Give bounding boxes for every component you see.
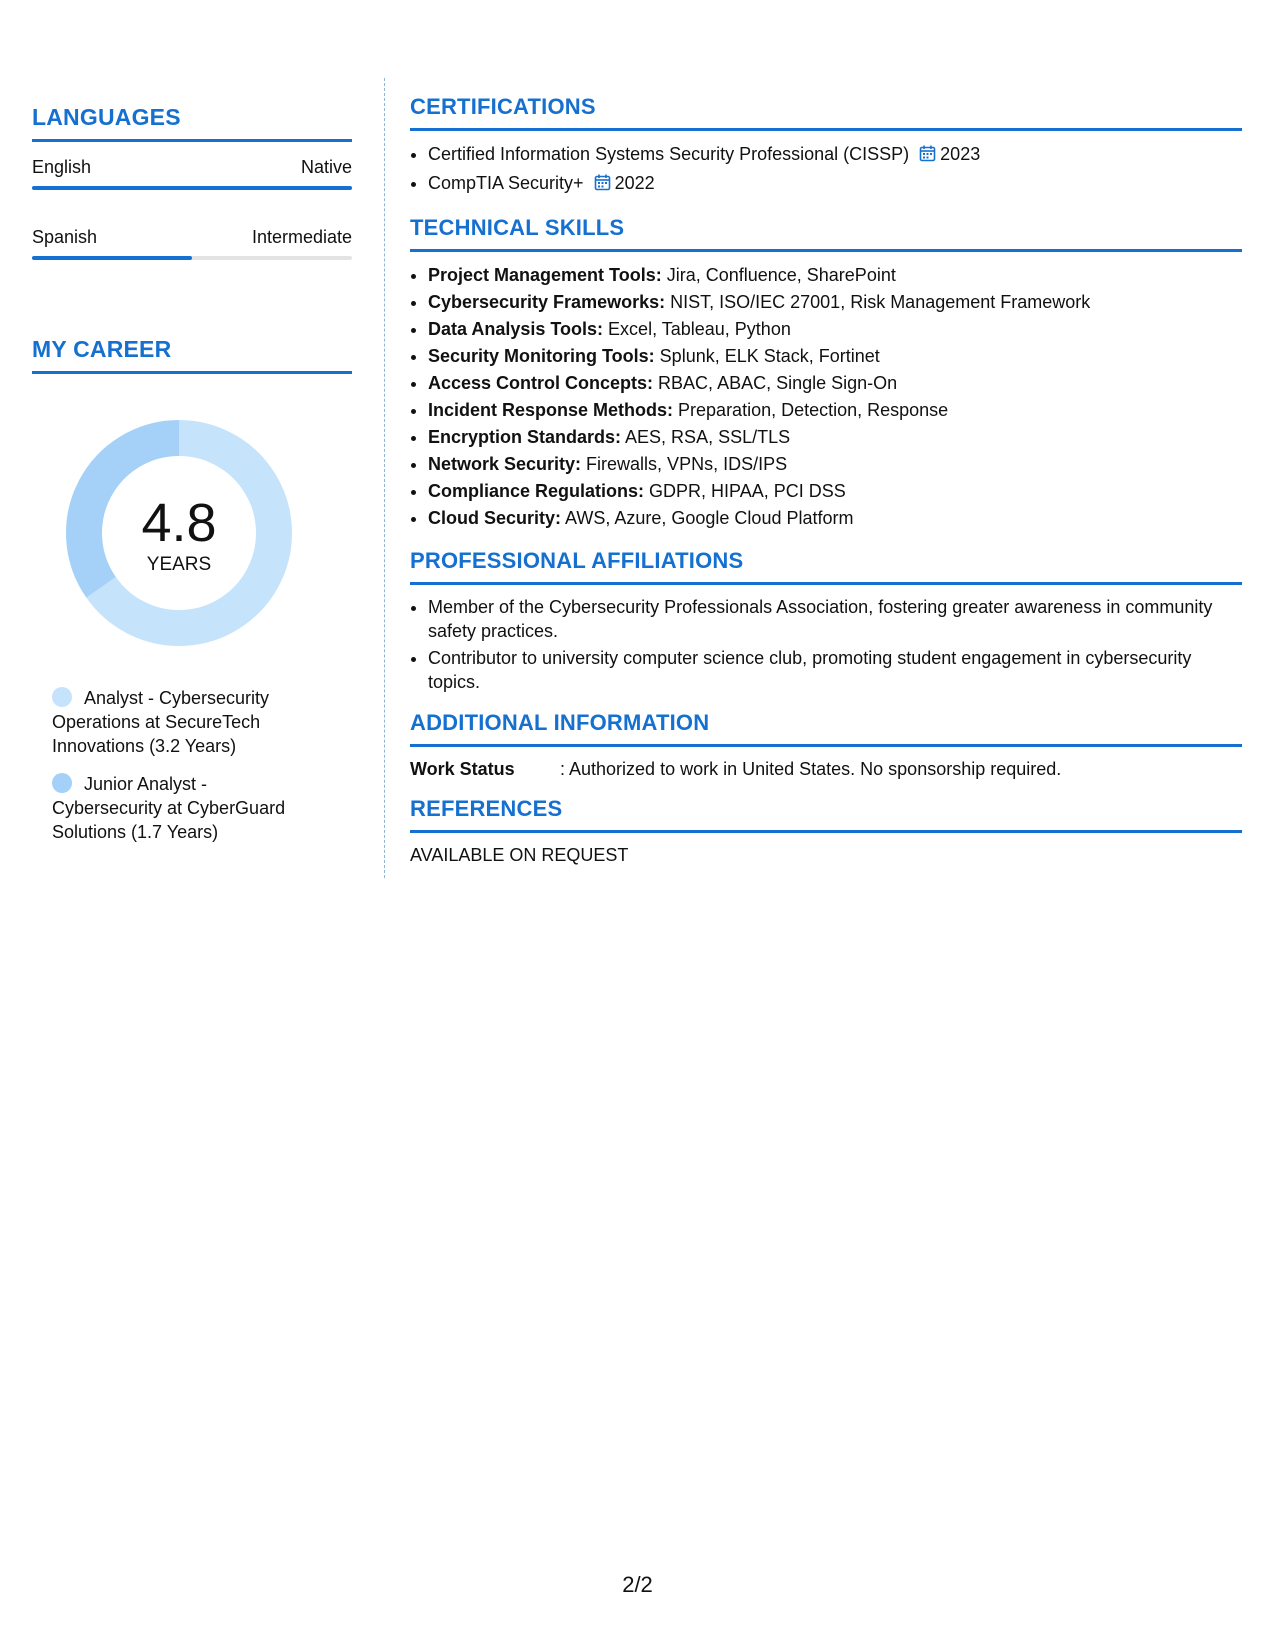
skill-label: Encryption Standards: [428, 427, 622, 447]
skills-title: TECHNICAL SKILLS [410, 215, 1242, 252]
sidebar [32, 104, 352, 858]
certification-name: CompTIA Security+ [428, 173, 584, 193]
skill-value: Preparation, Detection, Response [673, 400, 949, 420]
skills-list [410, 262, 1242, 532]
skill-item [428, 316, 1242, 343]
skill-label: Cybersecurity Frameworks: [428, 292, 666, 312]
skill-item [428, 478, 1242, 505]
skill-item [428, 424, 1242, 451]
main-content [410, 94, 1242, 882]
skill-item [428, 289, 1242, 316]
certifications-section [410, 94, 1242, 199]
references-section [410, 796, 1242, 866]
career-unit: YEARS [146, 554, 212, 575]
affiliation-item: • Contributor to university computer science club, promoting student engagement in cybersecurity topics. [428, 646, 1242, 694]
skill-item [428, 262, 1242, 289]
skill-value: Excel, Tableau, Python [603, 319, 791, 339]
career-title: MY CAREER [32, 336, 352, 374]
skills-section [410, 215, 1242, 532]
certification-year: 2023 [940, 144, 981, 164]
skill-item [428, 451, 1242, 478]
skill-label: Compliance Regulations: [428, 481, 645, 501]
certification-item [428, 141, 1242, 170]
calendar-icon [919, 143, 936, 170]
language-level: Native [300, 157, 352, 177]
career-item-label: Analyst - Cybersecurity Operations at SecureTech Innovations (3.2 Years) [52, 688, 270, 756]
skill-label: Access Control Concepts: [428, 373, 654, 393]
career-legend [52, 686, 322, 844]
affiliation-item: • Member of the Cybersecurity Professionals Association, fostering greater awareness in community safety practices. [428, 595, 1242, 643]
skill-value: Firewalls, VPNs, IDS/IPS [581, 454, 788, 474]
skill-value: AES, RSA, SSL/TLS [621, 427, 791, 447]
additional-section [410, 710, 1242, 780]
work-status-row [410, 759, 1242, 780]
skill-value: Splunk, ELK Stack, Fortinet [654, 346, 880, 366]
additional-title: ADDITIONAL INFORMATION [410, 710, 1242, 747]
affiliations-section [410, 548, 1242, 694]
language-bar [32, 186, 352, 190]
calendar-icon [594, 172, 611, 199]
work-status-label: Work Status [410, 759, 515, 779]
language-bar-fill [32, 256, 192, 260]
career-total: 4.8 [141, 493, 217, 553]
language-bar [32, 256, 352, 260]
legend-dot [52, 687, 72, 707]
career-donut [64, 418, 294, 648]
skill-label: Security Monitoring Tools: [428, 346, 655, 366]
career-item-label: Junior Analyst - Cybersecurity at CyberGuard Solutions (1.7 Years) [52, 774, 286, 842]
career-legend-item [52, 686, 322, 758]
column-divider [384, 78, 385, 878]
language-spanish [32, 226, 352, 260]
skill-value: AWS, Azure, Google Cloud Platform [561, 508, 854, 528]
skill-item [428, 397, 1242, 424]
certification-name: Certified Information Systems Security Professional (CISSP) [428, 144, 910, 164]
skill-value: Jira, Confluence, SharePoint [661, 265, 896, 285]
skill-value: GDPR, HIPAA, PCI DSS [644, 481, 846, 501]
skill-label: Cloud Security: [428, 508, 562, 528]
language-english [32, 156, 352, 190]
work-status-value: : Authorized to work in United States. No sponsorship required. [560, 759, 1062, 779]
certifications-title: CERTIFICATIONS [410, 94, 1242, 131]
references-title: REFERENCES [410, 796, 1242, 833]
language-name: Spanish [32, 227, 98, 247]
page-number: 2/2 [622, 1572, 653, 1597]
skill-item [428, 343, 1242, 370]
language-level: Intermediate [251, 227, 352, 247]
language-name: English [32, 157, 92, 177]
skill-label: Project Management Tools: [428, 265, 662, 285]
skill-value: RBAC, ABAC, Single Sign-On [653, 373, 898, 393]
affiliations-title: PROFESSIONAL AFFILIATIONS [410, 548, 1242, 585]
skill-label: Data Analysis Tools: [428, 319, 604, 339]
references-text: AVAILABLE ON REQUEST [410, 845, 629, 865]
skill-label: Network Security: [428, 454, 582, 474]
certification-year: 2022 [614, 173, 655, 193]
skill-item [428, 370, 1242, 397]
skill-value: NIST, ISO/IEC 27001, Risk Management Framework [665, 292, 1091, 312]
certification-item [428, 170, 1242, 199]
career-section [32, 336, 352, 844]
legend-dot [52, 773, 72, 793]
languages-title: LANGUAGES [32, 104, 352, 142]
career-legend-item [52, 772, 322, 844]
language-bar-fill [32, 186, 352, 190]
skill-label: Incident Response Methods: [428, 400, 674, 420]
skill-item [428, 505, 1242, 532]
